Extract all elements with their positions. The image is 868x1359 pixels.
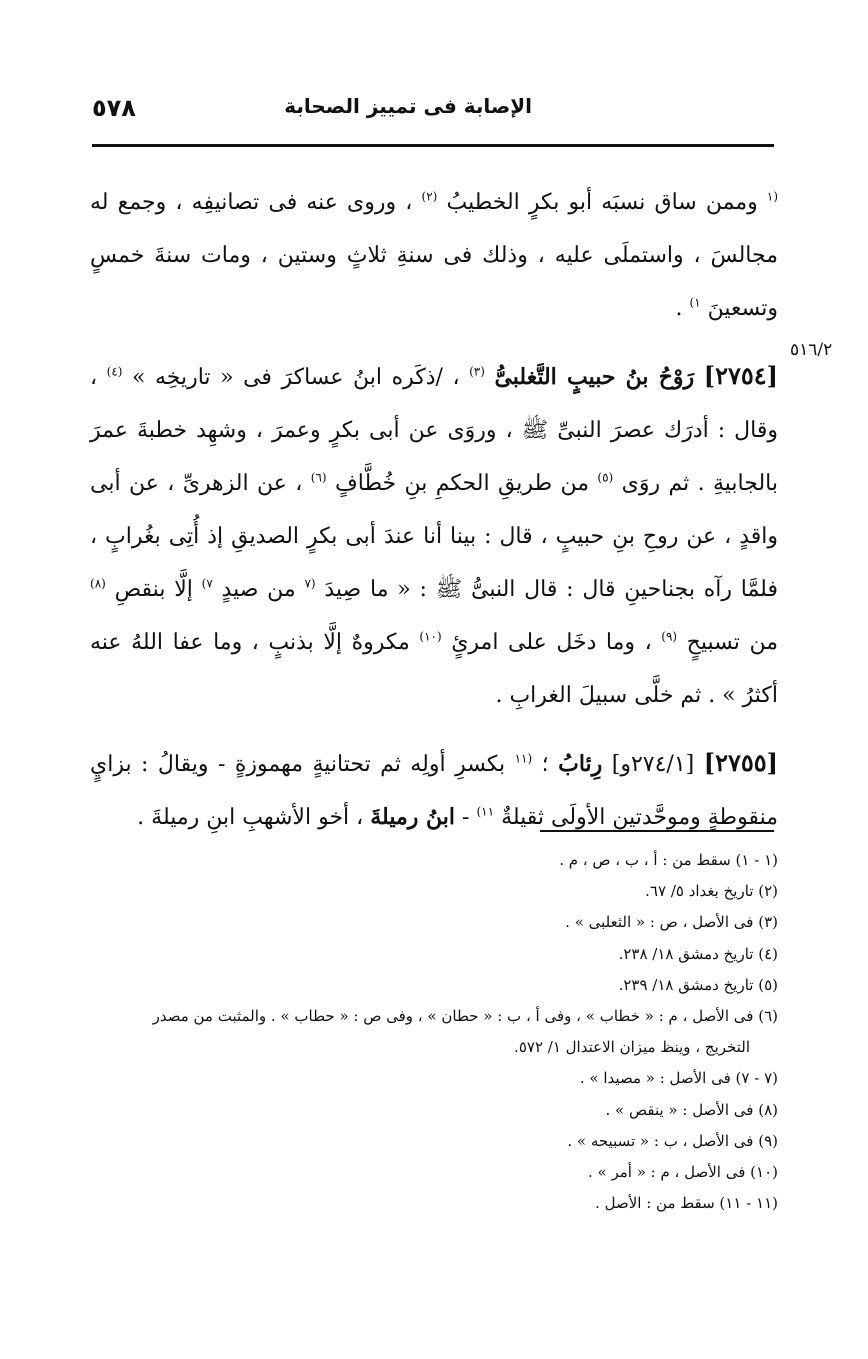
text-run: ، وروى عنه فى تصانيفِه ، وجمع له مجالسَ ، واستملَى عليه ، وذلك فى سنةِ ثلاثٍ وستين ، ومات سنةَ خمسٍ وتسعينَ (90, 190, 778, 321)
entry-name: رِئابُ (558, 751, 603, 777)
footnote-mark: (١٠) (419, 629, 442, 644)
footnotes (88, 845, 778, 1219)
text-run: إلَّا بنقصِ (114, 577, 193, 602)
page-header (92, 92, 772, 128)
manuscript-reference: [٢٧٤/١و] (611, 752, 695, 777)
footnote: (٨) فى الأصل : « ينقص » . (605, 1100, 778, 1119)
footnote-mark: ٧) (201, 576, 213, 591)
footnote-mark: ١١) (476, 804, 495, 819)
footnote-mark: (٢) (421, 189, 438, 204)
footnote-mark: ١) (689, 295, 701, 310)
entry-2754 (90, 349, 778, 722)
footnote-mark: (٨) (90, 576, 106, 591)
text-run: مكروهٌ إلَّا بذنبٍ ، وما عفا اللهُ عنه أكثرُ » . ثم خلَّى سبيلَ الغرابِ . (90, 630, 778, 708)
text-run: ، وما دخَل على امرئٍ (451, 630, 652, 655)
footnote: (٩) فى الأصل ، ب : « تسبيحه » . (567, 1131, 778, 1150)
text-run: ، أخو الأشهبِ ابنِ رميلةَ . (137, 805, 364, 830)
footnote: (٥) تاريخ دمشق ١٨/ ٢٣٩. (618, 975, 778, 994)
footnote: (٧ - ٧) فى الأصل : « مصيدا » . (579, 1069, 778, 1088)
text-run: من طريقِ الحكمِ بنِ خُطَّافٍ (334, 471, 589, 496)
header-rule (92, 144, 774, 147)
text-run: - (462, 805, 470, 830)
text-run: من تسبيحٍ (686, 630, 778, 655)
text-run: . (675, 296, 683, 321)
entry-2755 (90, 736, 778, 844)
margin-reference: ٥١٦/٢ (790, 340, 833, 360)
footnote-continuation: التخريج ، وينظ ميزان الاعتدال ١/ ٥٧٢. (514, 1038, 750, 1057)
footnote: (١١ - ١١) سقط من : الأصل . (595, 1194, 778, 1213)
text-run: ، /ذكَره ابنُ عساكرَ فى « تاريخِه » (132, 365, 460, 390)
footnote-mark: (٣) (469, 364, 485, 379)
footnote: (١٠) فى الأصل ، م : « أمر » . (587, 1163, 778, 1182)
entry-name: رَوْحُ بنُ حبيبٍ التَّغلبىُّ (494, 364, 695, 390)
footnote-mark: (٧ (304, 576, 316, 591)
text-run: ، وقال : أدرَك عصرَ النبىِّ ﷺ ، وروَى عن أبى بكرٍ وعمرَ ، وشهِد خطبةَ عمرَ بالجابيةِ . ثم روَى (90, 365, 778, 496)
entry-number: [٢٧٥٤] (703, 361, 778, 390)
running-title: الإصابة فى تمييز الصحابة (284, 94, 532, 118)
footnote-mark: (٥) (597, 470, 614, 485)
text-run: من صيدٍ (221, 577, 296, 602)
footnote-mark: (١١ (514, 751, 533, 766)
main-text (90, 176, 778, 844)
entry-number: [٢٧٥٥] (703, 748, 778, 777)
footnote: (٢) تاريخ بغداد ٥/ ٦٧. (645, 882, 778, 901)
footnote-mark: (٩) (661, 629, 678, 644)
text-run: بكسرِ أولِه ثم تحتانيةٍ مهموزةٍ - ويقالُ : بزايٍ منقوطةٍ وموحَّدتين الأولَى ثقيلةٌ (90, 752, 778, 830)
entry-name: ابنُ رميلةَ (370, 804, 456, 830)
paragraph-1 (90, 176, 778, 335)
footnote-mark: (٤) (106, 364, 123, 379)
text-run: ؛ (541, 752, 549, 777)
footnote: (٦) فى الأصل ، م : « خطاب » ، وفى أ ، ب : « حطان » ، وفى ص : « حطاب » . والمثبت من مصدر (152, 1007, 778, 1026)
footnote-mark: (٦) (310, 470, 327, 485)
footnote: (٤) تاريخ دمشق ١٨/ ٢٣٨. (618, 944, 778, 963)
text-run: وممن ساق نسبَه أبو بكرٍ الخطيبُ (446, 190, 758, 215)
footnote: (١ - ١) سقط من : أ ، ب ، ص ، م . (559, 851, 778, 869)
footnote-mark: (١ (766, 189, 779, 204)
footnote-rule (540, 830, 774, 832)
text-run: ، عن الزهرىِّ ، عن أبى واقدٍ ، عن روحِ بنِ حبيبٍ ، قال : بينا أنا عندَ أبى بكرٍ الصديقِ إذ أُتِى بغُرابٍ ، فلمَّا رآه بجناحينِ قال : قال النبىُّ ﷺ : « ما صِيدَ (90, 471, 778, 602)
page-number: ٥٧٨ (92, 94, 136, 122)
footnote: (٣) فى الأصل ، ص : « الثعلبى » . (565, 913, 778, 932)
